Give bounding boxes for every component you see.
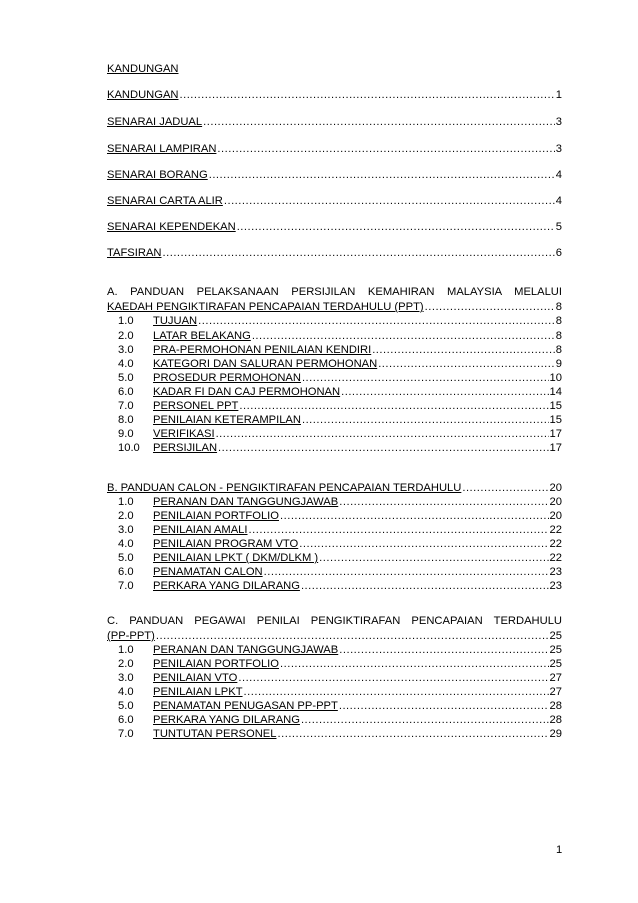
entry-page: 6: [555, 247, 562, 259]
item-page: 25: [549, 644, 562, 656]
item-page: 10: [549, 372, 562, 384]
item-label: PROSEDUR PERMOHONAN: [153, 372, 301, 384]
item-page: 8: [555, 344, 562, 356]
item-label: PERKARA YANG DILARANG: [153, 580, 300, 592]
item-page: 27: [549, 686, 562, 698]
item-number: 4.0: [118, 538, 134, 550]
item-number: 4.0: [118, 358, 134, 370]
item-page: 22: [549, 538, 562, 550]
item-page: 20: [549, 496, 562, 508]
leader-dots: [339, 643, 548, 657]
leader-dots: [264, 565, 549, 579]
entry-label: KANDUNGAN: [107, 89, 179, 101]
item-number: 2.0: [118, 658, 134, 670]
entry-label: SENARAI LAMPIRAN: [107, 143, 217, 155]
leader-dots: [319, 551, 548, 565]
leader-dots: [462, 481, 548, 495]
section-a-item[interactable]: [107, 343, 562, 358]
section-b-item[interactable]: [107, 495, 562, 510]
entry-label: SENARAI BORANG: [107, 169, 208, 181]
item-page: 14: [549, 386, 562, 398]
item-number: 2.0: [118, 330, 134, 342]
leader-dots: [280, 657, 549, 671]
item-number: 6.0: [118, 386, 134, 398]
leader-dots: [372, 343, 555, 357]
section-c-item[interactable]: [107, 699, 562, 714]
entry-label: SENARAI CARTA ALIR: [107, 195, 223, 207]
item-page: 17: [549, 442, 562, 454]
leader-dots: [299, 537, 548, 551]
item-label: PRA-PERMOHONAN PENILAIAN KENDIRI: [153, 344, 372, 356]
leader-dots: [425, 300, 555, 314]
section-a-item[interactable]: [107, 329, 562, 344]
item-page: 28: [549, 700, 562, 712]
leader-dots: [378, 357, 555, 371]
entry-page: 1: [555, 89, 562, 101]
item-page: 8: [555, 330, 562, 342]
section-a-item[interactable]: [107, 371, 562, 386]
item-number: 5.0: [118, 372, 134, 384]
toc-page: [107, 0, 562, 903]
leader-dots: [217, 142, 554, 156]
item-number: 10.0: [118, 442, 140, 454]
item-number: 1.0: [118, 315, 134, 327]
leader-dots: [238, 671, 548, 685]
item-label: KATEGORI DAN SALURAN PERMOHONAN: [153, 358, 378, 370]
item-label: PERSONEL PPT: [153, 400, 239, 412]
item-number: 3.0: [118, 344, 134, 356]
leader-dots: [301, 579, 549, 593]
item-page: 23: [549, 580, 562, 592]
item-label: TUNTUTAN PERSONEL: [153, 728, 277, 740]
item-number: 3.0: [118, 672, 134, 684]
item-page: 29: [549, 728, 562, 740]
item-label: PERANAN DAN TANGGUNGJAWAB: [153, 644, 339, 656]
item-number: 6.0: [118, 566, 134, 578]
leader-dots: [218, 441, 549, 455]
section-a-item[interactable]: [107, 385, 562, 400]
item-label: PENILAIAN KETERAMPILAN: [153, 414, 301, 426]
item-label: VERIFIKASI: [153, 428, 215, 440]
section-b-item[interactable]: [107, 509, 562, 524]
section-c-title-line1[interactable]: C. PANDUAN PEGAWAI PENILAI PENGIKTIRAFAN PENCAPAIAN TERDAHULU: [107, 615, 562, 627]
item-page: 27: [549, 672, 562, 684]
section-b-title[interactable]: [107, 481, 562, 496]
leader-dots: [237, 220, 555, 234]
item-label: PENILAIAN PROGRAM VTO: [153, 538, 299, 550]
entry-label: SENARAI JADUAL: [107, 116, 203, 128]
leader-dots: [216, 427, 549, 441]
section-b-item[interactable]: [107, 537, 562, 552]
item-number: 8.0: [118, 414, 134, 426]
entry-page: 25: [549, 630, 562, 642]
leader-dots: [198, 314, 555, 328]
item-page: 17: [549, 428, 562, 440]
entry-page: 3: [555, 143, 562, 155]
item-number: 5.0: [118, 552, 134, 564]
item-number: 5.0: [118, 700, 134, 712]
entry-label: TAFSIRAN: [107, 247, 162, 259]
item-page: 22: [549, 552, 562, 564]
item-label: PENILAIAN LPKT: [153, 686, 243, 698]
leader-dots: [249, 523, 549, 537]
section-a-item[interactable]: [107, 441, 562, 456]
section-b-item[interactable]: [107, 579, 562, 594]
item-number: 4.0: [118, 686, 134, 698]
leader-dots: [179, 88, 554, 102]
leader-dots: [301, 713, 549, 727]
item-page: 23: [549, 566, 562, 578]
section-b-item[interactable]: [107, 523, 562, 538]
item-page: 25: [549, 658, 562, 670]
item-number: 2.0: [118, 510, 134, 522]
section-b-item[interactable]: [107, 565, 562, 580]
leader-dots: [339, 495, 548, 509]
section-c-item[interactable]: [107, 671, 562, 686]
entry-label: SENARAI KEPENDEKAN: [107, 221, 236, 233]
entry-page: 3: [555, 116, 562, 128]
item-page: 8: [555, 315, 562, 327]
item-number: 7.0: [118, 580, 134, 592]
section-c-item[interactable]: [107, 713, 562, 728]
section-c-item[interactable]: [107, 727, 562, 742]
section-a-item[interactable]: [107, 427, 562, 442]
leader-dots: [209, 168, 555, 182]
item-label: PENILAIAN AMALI: [153, 524, 248, 536]
leader-dots: [302, 371, 549, 385]
leader-dots: [278, 727, 549, 741]
item-page: 15: [549, 414, 562, 426]
section-a-title-line2[interactable]: [107, 300, 562, 315]
item-page: 9: [555, 358, 562, 370]
item-label: TUJUAN: [153, 315, 198, 327]
item-number: 7.0: [118, 400, 134, 412]
item-label: PENILAIAN PORTFOLIO: [153, 510, 279, 522]
item-label: LATAR BELAKANG: [153, 330, 251, 342]
entry-page: 8: [555, 301, 562, 313]
leader-dots: [163, 246, 555, 260]
item-label: PENILAIAN PORTFOLIO: [153, 658, 279, 670]
section-a-item[interactable]: [107, 357, 562, 372]
item-page: 22: [549, 524, 562, 536]
section-c-item[interactable]: [107, 685, 562, 700]
item-number: 1.0: [118, 496, 134, 508]
section-b-item[interactable]: [107, 551, 562, 566]
item-page: 15: [549, 400, 562, 412]
toc-entry-senarai-jadual[interactable]: [107, 115, 562, 130]
item-number: 7.0: [118, 728, 134, 740]
entry-label: B. PANDUAN CALON - PENGIKTIRAFAN PENCAPAIAN TERDAHULU: [107, 482, 462, 494]
leader-dots: [339, 699, 549, 713]
leader-dots: [252, 329, 555, 343]
entry-page: 4: [555, 195, 562, 207]
item-label: PENILAIAN LPKT ( DKM/DLKM ): [153, 552, 319, 564]
section-c-item[interactable]: [107, 657, 562, 672]
toc-entry-senarai-lampiran[interactable]: [107, 142, 562, 157]
toc-entry-kandungan[interactable]: [107, 88, 562, 103]
item-label: PENAMATAN PENUGASAN PP-PPT: [153, 700, 338, 712]
leader-dots: [341, 385, 548, 399]
item-page: 20: [549, 510, 562, 522]
section-a-item[interactable]: [107, 413, 562, 428]
section-c-item[interactable]: [107, 643, 562, 658]
entry-label: KAEDAH PENGIKTIRAFAN PENCAPAIAN TERDAHULU (PPT): [107, 301, 424, 313]
toc-heading: KANDUNGAN: [107, 63, 179, 75]
item-label: PERANAN DAN TANGGUNGJAWAB: [153, 496, 339, 508]
toc-entry-senarai-borang[interactable]: [107, 168, 562, 183]
leader-dots: [302, 413, 549, 427]
leader-dots: [239, 399, 548, 413]
item-label: KADAR FI DAN CAJ PERMOHONAN: [153, 386, 341, 398]
item-label: PERSIJILAN: [153, 442, 218, 454]
leader-dots: [280, 509, 549, 523]
leader-dots: [224, 194, 555, 208]
section-a-item[interactable]: [107, 314, 562, 329]
item-number: 9.0: [118, 428, 134, 440]
toc-entry-senarai-carta-alir[interactable]: [107, 194, 562, 209]
toc-entry-tafsiran[interactable]: [107, 246, 562, 261]
item-label: PENAMATAN CALON: [153, 566, 263, 578]
entry-label: (PP-PPT): [107, 630, 155, 642]
entry-page: 4: [555, 169, 562, 181]
item-label: PERKARA YANG DILARANG: [153, 714, 300, 726]
item-label: PENILAIAN VTO: [153, 672, 238, 684]
item-page: 28: [549, 714, 562, 726]
section-a-item[interactable]: [107, 399, 562, 414]
item-number: 1.0: [118, 644, 134, 656]
toc-entry-senarai-kependekan[interactable]: [107, 220, 562, 235]
leader-dots: [156, 629, 549, 643]
section-c-title-line2[interactable]: [107, 629, 562, 644]
leader-dots: [244, 685, 549, 699]
item-number: 3.0: [118, 524, 134, 536]
entry-page: 5: [555, 221, 562, 233]
page-number: 1: [556, 844, 563, 856]
entry-page: 20: [549, 482, 562, 494]
leader-dots: [203, 115, 555, 129]
item-number: 6.0: [118, 714, 134, 726]
section-a-title-line1[interactable]: A. PANDUAN PELAKSANAAN PERSIJILAN KEMAHIRAN MALAYSIA MELALUI: [107, 286, 562, 298]
